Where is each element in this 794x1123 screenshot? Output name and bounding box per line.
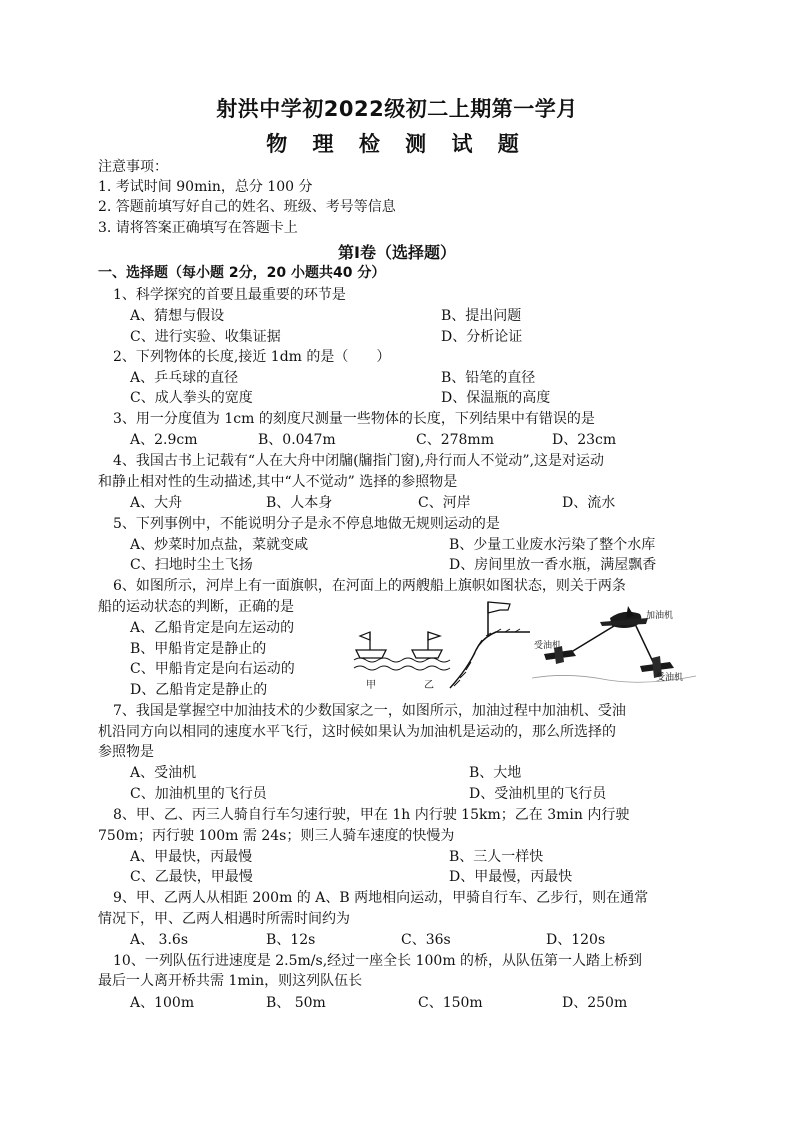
note-item: 3. 请将答案正确填写在答题卡上 <box>98 220 298 236</box>
question-stem: 3、用一分度值为 1cm 的刻度尺测量一些物体的长度，下列结果中有错误的是 <box>113 411 595 427</box>
option-a: A、乒乓球的直径 <box>130 370 239 386</box>
option-a: A、受油机 <box>130 765 197 781</box>
option-b: B、三人一样快 <box>449 849 544 865</box>
option-c: C、278mm <box>416 432 494 448</box>
note-item: 1. 考试时间 90min，总分 100 分 <box>98 179 313 195</box>
option-d: D、分析论证 <box>441 329 523 345</box>
option-c: C、扫地时尘土飞扬 <box>130 557 253 573</box>
notes-heading: 注意事项： <box>98 159 168 175</box>
option-d: D、120s <box>546 932 606 948</box>
part-heading: 一、选择题（每小题 2分，20 小题共40 分） <box>98 265 386 281</box>
boats-flags-illustration <box>350 598 530 690</box>
option-c: C、150m <box>418 995 483 1011</box>
option-a: A、甲最快，丙最慢 <box>130 849 253 865</box>
boat-label-jia: 甲 <box>366 680 376 691</box>
question-stem: 5、下列事例中，不能说明分子是永不停息地做无规则运动的是 <box>113 516 500 532</box>
question-stem: 8、甲、乙、丙三人骑自行车匀速行驶，甲在 1h 内行驶 15km；乙在 3min 内行驶 <box>113 807 630 823</box>
boat-label-yi: 乙 <box>424 680 434 691</box>
option-a: A、2.9cm <box>130 432 198 448</box>
option-b: B、大地 <box>469 765 522 781</box>
option-c: C、河岸 <box>418 495 471 511</box>
question-stem: 4、我国古书上记载有“人在大舟中闭牖(牖指门窗),舟行而人不觉动”,这是对运动 <box>113 453 605 469</box>
option-c: C、甲船肯定是向右运动的 <box>130 661 295 677</box>
option-d: D、流水 <box>562 495 616 511</box>
question-stem: 10、一列队伍行进速度是 2.5m/s,经过一座全长 100m 的桥，从队伍第一人踏上桥到 <box>113 953 643 969</box>
option-c: C、进行实验、收集证据 <box>130 329 281 345</box>
option-a: A、炒菜时加点盐，菜就变咸 <box>130 537 309 553</box>
option-d: D、乙船肯定是静止的 <box>130 682 268 698</box>
option-d: D、23cm <box>552 432 617 448</box>
question-stem: 2、下列物体的长度,接近 1dm 的是（ ） <box>113 349 391 365</box>
option-b: B、人本身 <box>266 495 333 511</box>
option-a: A、100m <box>130 995 195 1011</box>
option-c: C、乙最快，甲最慢 <box>130 869 253 885</box>
option-a: A、猜想与假设 <box>130 308 225 324</box>
receiver-right-label: 受油机 <box>656 673 684 683</box>
option-d: D、受油机里的飞行员 <box>469 786 607 802</box>
receiver-left-label: 受油机 <box>534 641 562 651</box>
option-b: B、少量工业废水污染了整个水库 <box>449 537 656 553</box>
refueling-figure <box>528 596 700 690</box>
question-stem: 7、我国是掌握空中加油技术的少数国家之一，如图所示，加油过程中加油机、受油 <box>113 703 626 719</box>
option-b: B、提出问题 <box>441 308 522 324</box>
boats-flags-figure <box>350 598 530 690</box>
option-c: C、36s <box>401 932 451 948</box>
option-b: B、 50m <box>266 995 326 1011</box>
option-b: B、0.047m <box>258 432 336 448</box>
option-d: D、250m <box>562 995 628 1011</box>
question-stem: 船的运动状态的判断，正确的是 <box>98 599 294 615</box>
option-a: A、 3.6s <box>130 932 189 948</box>
section-title: 第Ⅰ卷（选择题） <box>338 243 456 262</box>
note-item: 2. 答题前填写好自己的姓名、班级、考号等信息 <box>98 199 396 215</box>
option-b: B、铅笔的直径 <box>441 370 536 386</box>
exam-title: 射洪中学初2022级初二上期第一学月 <box>216 97 578 121</box>
option-d: D、甲最慢，丙最快 <box>449 869 573 885</box>
question-stem: 参照物是 <box>98 744 154 760</box>
option-c: C、成人拳头的宽度 <box>130 390 253 406</box>
option-d: D、房间里放一香水瓶，满屋飘香 <box>449 557 657 573</box>
question-stem: 6、如图所示，河岸上有一面旗帜，在河面上的两艘船上旗帜如图状态，则关于两条 <box>113 578 626 594</box>
question-stem: 情况下，甲、乙两人相遇时所需时间约为 <box>98 911 350 927</box>
question-stem: 和静止相对性的生动描述,其中“人不觉动” 选择的参照物是 <box>98 474 458 490</box>
tanker-label: 加油机 <box>646 611 674 621</box>
option-d: D、保温瓶的高度 <box>441 390 551 406</box>
question-stem: 9、甲、乙两人从相距 200m 的 A、B 两地相向运动，甲骑自行车、乙步行，则在通常 <box>113 890 649 906</box>
option-a: A、乙船肯定是向左运动的 <box>130 620 295 636</box>
question-stem: 最后一人离开桥共需 1min，则这列队伍长 <box>98 973 363 989</box>
option-b: B、12s <box>266 932 316 948</box>
option-c: C、加油机里的飞行员 <box>130 786 267 802</box>
question-stem: 1、科学探究的首要且最重要的环节是 <box>113 287 346 303</box>
question-stem: 机沿同方向以相同的速度水平飞行，这时候如果认为加油机是运动的，那么所选择的 <box>98 724 616 740</box>
exam-subtitle: 物 理 检 测 试 题 <box>266 132 528 156</box>
option-b: B、甲船肯定是静止的 <box>130 641 267 657</box>
question-stem: 750m；丙行驶 100m 需 24s；则三人骑车速度的快慢为 <box>98 828 455 844</box>
option-a: A、大舟 <box>130 495 183 511</box>
